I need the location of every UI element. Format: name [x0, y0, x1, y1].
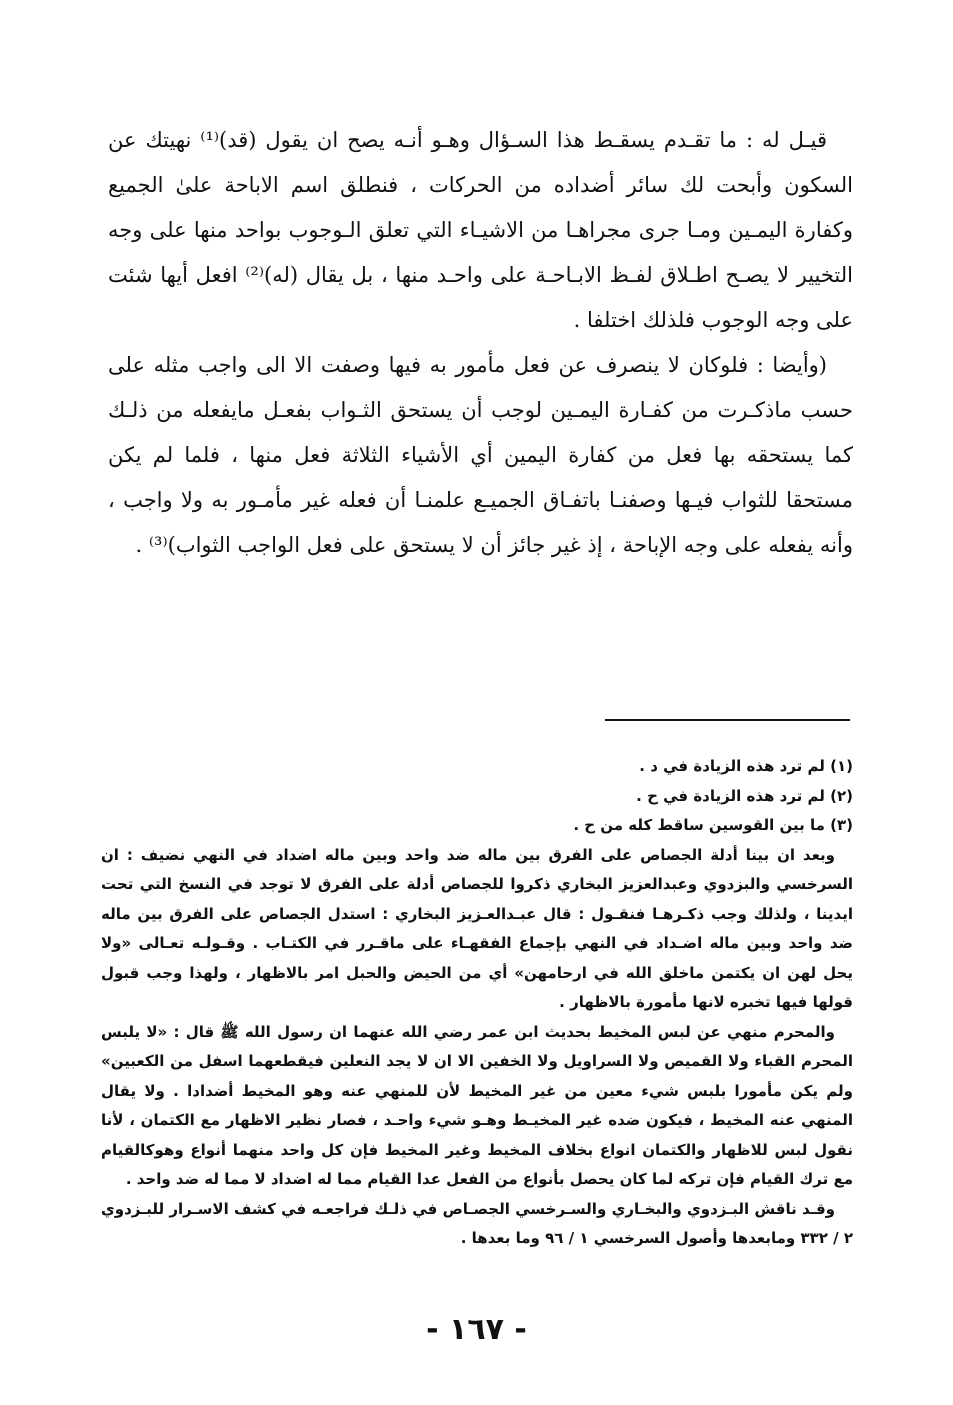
footnote-item: (٣) ما بين القوسين ساقط كله من ح .: [573, 816, 853, 834]
footnote-paragraph: وقـد ناقش البـزدوي والبخـاري والسـرخسي الجصـاص في ذلـك فراجعـه في كشف الاسـرار للبـزدوي ٢ / ٣٣٢ ومابعدها وأصول السرخسي ١ / ٩٦ وما بعدها .: [101, 1199, 853, 1247]
footnote-separator: [605, 719, 850, 721]
footnote-paragraph: والمحرم منهي عن لبس المخيط بحديث ابن عمر رضي الله عنهما ان رسول الله ﷺ قال : «لا يلبس المحرم القباء ولا القميص ولا السراويل ولا الخفين الا ان لا يجد النعلين فيقطعهما اسفل من الكعبين» ولم يكن مأمورا بلبس شيء معين من غير المخيط لأن للمنهي عنه وهو المخيط أضدادا . ولا يقال المنهي عنه المخيط ، فيكون ضده غير المخيـط وهـو شيء واحـد ، فصار نظير الاظهار مع الكتمان ، لأنا نقول لبس للاظهار والكتمان انواع بخلاف المخيط وغير المخيط فإن كل واحد منهما أنواع وهوكالقيام مع ترك القيام فإن تركه لما كان يحصل بأنواع من الفعل عدا القيام مما له اضداد لا مما له ضد واحد .: [101, 1022, 853, 1188]
page-number: - ١٦٧ -: [426, 1312, 527, 1347]
footnotes: [101, 752, 853, 1254]
main-text: [108, 118, 853, 568]
footnote-paragraph: وبعد ان بينا أدلة الجصاص على الفرق بين ماله ضد واحد وبين ماله اضداد في النهي نضيف : ان السرخسي والبزدوي وعبدالعزيز البخاري ذكروا للجصاص أدلة على الفرق لا توجد في النسخ التي تحت ايدينا ، ولذلك وجب ذكـرهـا فنقـول : قال عبـدالعـزيز البخاري : استدل الجصاص على الفرق بين ماله ضد واحد وبين ماله اضـداد في النهي بإجماع الفقهـاء على ماقـرر في الكتـاب . وقـولـه تعـالى «ولا يحل لهن ان يكتمن ماخلق الله في ارحامهن» أي من الحيض والحبل امر بالاظهار ، ولهذا وجب قبول قولها فيها تخبره لانها مأمورة بالاظهار .: [101, 845, 853, 1011]
main-paragraph: قيـل له : ما تقـدم يسقـط هذا السـؤال وهـو أنـه يصح ان يقول (قد)⁽¹⁾ نهيتك عن السكون وأبحت لك سائر أضداده من الحركات ، فنطلق اسم الاباحة علىٰ الجميع وكفارة اليمـين ومـا جرى مجراهـا من الاشيـاء التي تعلق الـوجوب بواحد منها على وجه التخيير لا يصـح اطـلاق لفـظ الابـاحـة على واحـد منها ، بل يقال (له)⁽²⁾ افعل أيها شئت على وجه الوجوب فلذلك اختلفا .: [108, 128, 853, 332]
footnote-item: (١) لم ترد هذه الزيادة في د .: [639, 757, 853, 775]
main-paragraph: (وأيضا : فلوكان لا ينصرف عن فعل مأمور به فيها وصفت الا الى واجب مثله على حسب ماذكـرت من كفـارة اليمـين لوجب أن يستحق الثـواب بفعـل مايفعله من ذلـك كما يستحقه بها فعل من كفارة اليمين أي الأشياء الثلاثة فعل منها ، فلما لم يكن مستحقا للثواب فيـها وصفنـا باتفـاق الجميـع علمنـا أن فعله غير مأمـور به ولا واجب ، وأنه يفعله على وجه الإباحة ، إذ غير جائز أن لا يستحق على فعل الواجب الثواب)⁽³⁾ .: [108, 353, 853, 557]
footnote-item: (٢) لم ترد هذه الزيادة في ح .: [636, 786, 853, 805]
